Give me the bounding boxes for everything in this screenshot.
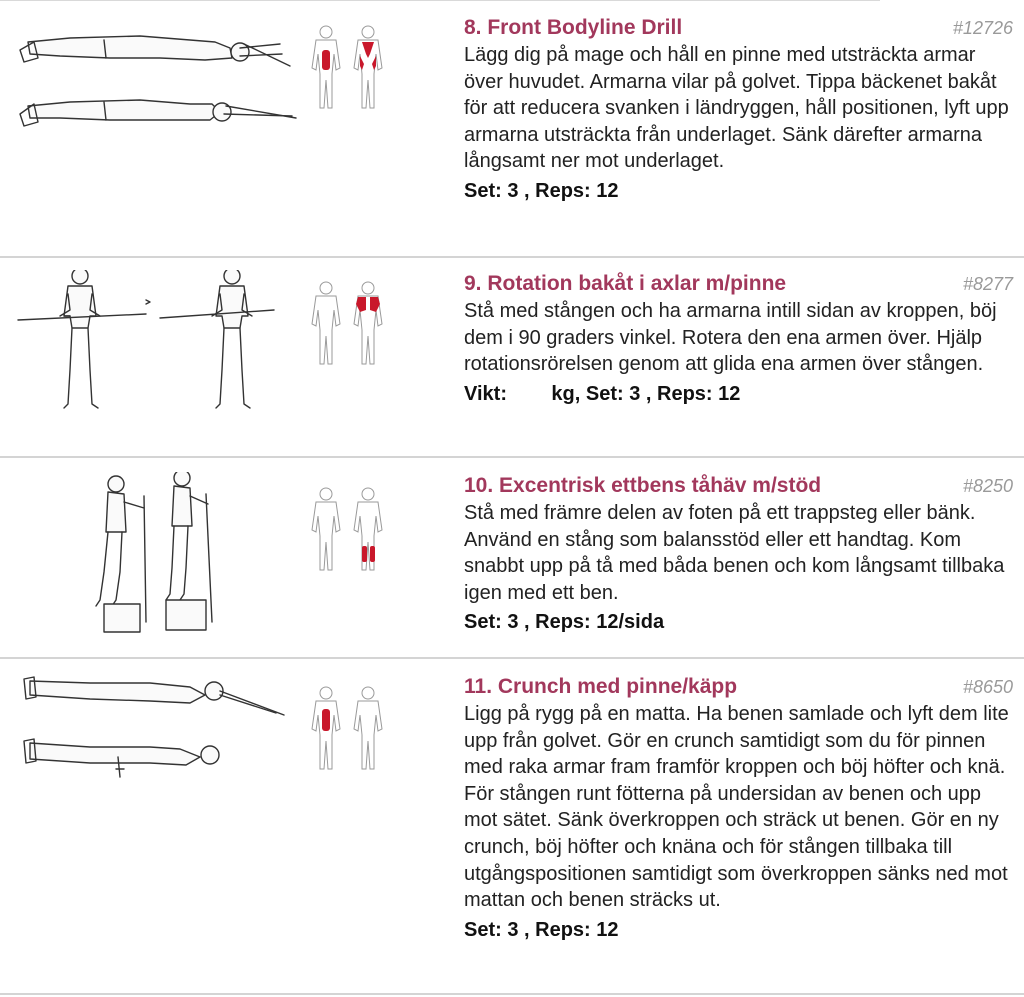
muscle-diagram-back — [354, 26, 382, 108]
muscle-diagram-back — [354, 282, 382, 364]
muscle-diagram — [306, 486, 396, 576]
exercise-ref: #12726 — [952, 18, 1013, 38]
exercise-ref: #8277 — [962, 274, 1013, 294]
exercise-sets: Set: 3 , Reps: 12/sida — [464, 611, 665, 634]
exercise-sets: Vikt: kg, Set: 3 , Reps: 12 — [464, 382, 741, 405]
exercise-item — [0, 270, 1024, 455]
exercise-text — [464, 270, 1019, 407]
muscle-diagram — [306, 24, 396, 114]
muscle-diagram-front — [312, 282, 340, 364]
exercise-description: Ligg på rygg på en matta. Ha benen samlade och lyft dem lite upp från golvet. Gör en crunch samtidigt som du för pinnen med raka armar fram framför kroppen och böj höfter och knä. För stången runt fötterna på undersidan av benen och upp mot sätet. Sänk överkroppen och sträck ut benen. Gör en ny crunch, böj höfter och knäna och för stången tillbaka till utgångspositionen samtidigt som överkroppen sänks ned mot mattan och benen sträcks ut. — [464, 703, 1009, 912]
muscle-diagram-front — [312, 488, 340, 570]
exercise-title: 9. Rotation bakåt i axlar m/pinne — [464, 272, 787, 295]
exercise-text — [464, 472, 1019, 635]
muscle-diagram — [306, 685, 396, 775]
divider — [0, 993, 1024, 995]
divider — [0, 256, 1024, 258]
exercise-item — [0, 673, 1024, 988]
exercise-description: Stå med stången och ha armarna intill sidan av kroppen, böj dem i 90 graders vinkel. Rotera den ena armen över. Hjälp rotationsrörelsen genom att glida ena armen över stången. — [464, 300, 997, 376]
exercise-item — [0, 472, 1024, 657]
exercise-title: 11. Crunch med pinne/käpp — [464, 675, 738, 698]
exercise-title: 8. Front Bodyline Drill — [464, 16, 683, 39]
exercise-ref: #8650 — [962, 677, 1013, 697]
divider — [0, 456, 1024, 458]
exercise-sets: Set: 3 , Reps: 12 — [464, 179, 619, 202]
exercise-ref: #8250 — [962, 476, 1013, 496]
exercise-item — [0, 14, 1024, 254]
exercise-description: Lägg dig på mage och håll en pinne med utsträckta armar över huvudet. Armarna vilar på golvet. Tippa bäckenet bakåt för att reducera svanken i ländryggen, håll positionen, lyft upp armarna utsträckta från underlaget. Sänk därefter armarna långsamt ner mot underlaget. — [464, 44, 1009, 173]
exercise-illustration — [0, 14, 300, 254]
muscle-diagram-back — [354, 488, 382, 570]
muscle-diagram-back — [354, 687, 382, 769]
exercise-text — [464, 673, 1019, 943]
exercise-illustration — [0, 472, 300, 657]
exercise-sets: Set: 3 , Reps: 12 — [464, 918, 619, 941]
exercise-text — [464, 14, 1019, 204]
top-rule — [0, 0, 880, 1]
exercise-illustration — [0, 673, 300, 988]
exercise-description: Stå med främre delen av foten på ett trappsteg eller bänk. Använd en stång som balansstöd eller ett handtag. Kom snabbt upp på tå med båda benen och kom långsamt tillbaka igen med ett ben. — [464, 502, 1005, 604]
divider — [0, 657, 1024, 659]
muscle-diagram — [306, 280, 396, 370]
exercise-title: 10. Excentrisk ettbens tåhäv m/stöd — [464, 474, 822, 497]
exercise-illustration — [0, 270, 300, 455]
